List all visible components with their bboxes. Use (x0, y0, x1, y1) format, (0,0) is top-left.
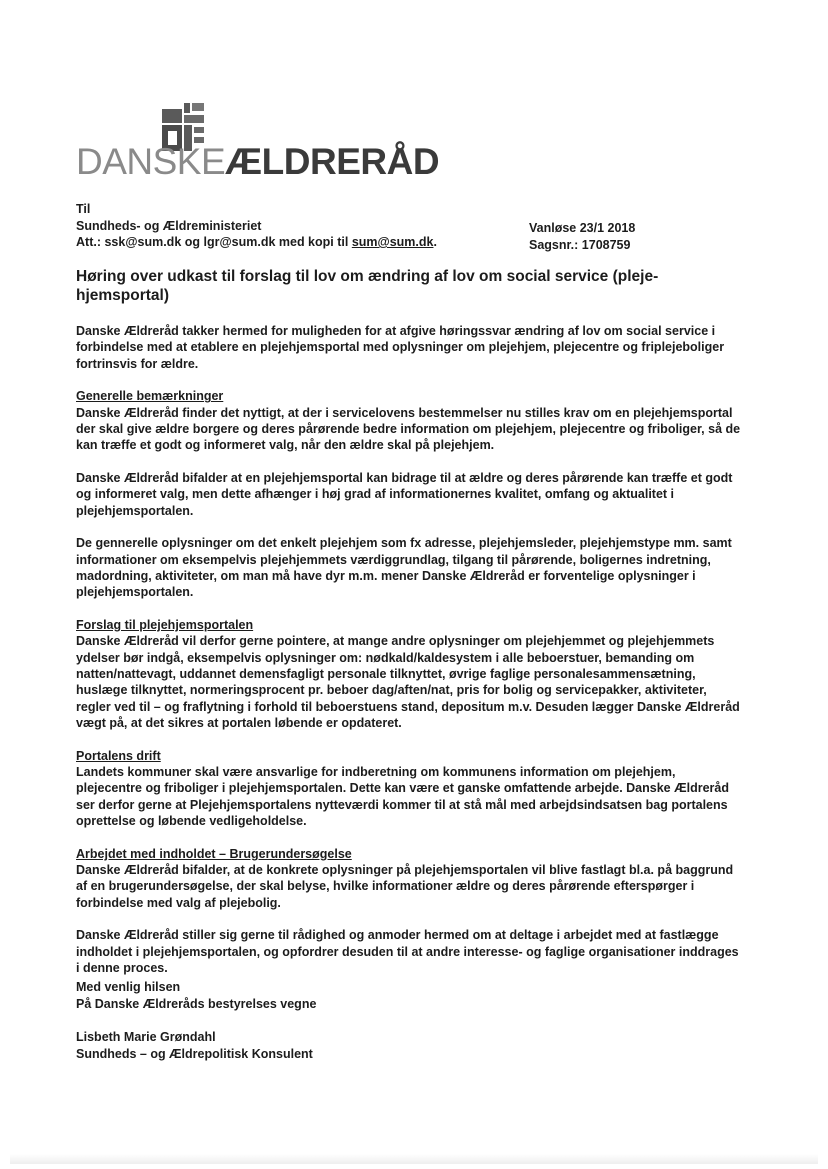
letter-body (76, 323, 744, 993)
organisation-logo-wordmark (76, 142, 439, 182)
recipient-block (76, 201, 437, 251)
section-heading-proposal: Forslag til plejehjemsportalen (76, 618, 254, 633)
attention-prefix: Att.: ssk@sum.dk og lgr@sum.dk med kopi til (76, 235, 352, 249)
section-paragraph: Danske Ældreråd bifalder, at de konkrete oplysninger på plejehjemsportalen vil blive fastlagt bl.a. på baggrund af en brugerundersøgelse, der skal belyse, hvilke informationer ældre og deres pårørende efterspørger i forbindelse med valg af plejebolig. (76, 863, 734, 910)
section-paragraph: Danske Ældreråd stiller sig gerne til rådighed og anmoder hermed om at deltage i arbejdet med at fastlægge indholdet i plejehjemsportalen, og opfordrer desuden til at andre interesse- og faglige organisationer inddrages i denne proces. (76, 928, 739, 975)
signatory-role: Sundheds – og Ældrepolitisk Konsulent (76, 1046, 313, 1061)
attention-line (76, 234, 437, 251)
section-heading-operation: Portalens drift (76, 748, 161, 763)
section-paragraph: Danske Ældreråd finder det nyttigt, at der i servicelovens bestemmelser nu stilles krav om en plejehjemsportal der skal give ældre borgere og deres pårørende bedre information om plejehjem, plejecentre og friboliger, så de kan træffe et godt og informeret valg, når den ældre skal på plejehjem. (76, 405, 741, 453)
logo-text-bold: ÆLDRERÅD (225, 141, 440, 182)
letter-title: Høring over udkast til forslag til lov om ændring af lov om social service (pleje-hjemsportal) (76, 268, 659, 304)
section-heading-content-work: Arbejdet med indholdet – Brugerundersøgelse (76, 846, 352, 861)
scan-edge-shadow (10, 1154, 818, 1164)
section-paragraph: Danske Ældreråd bifalder at en plejehjemsportal kan bidrage til at ældre og deres pårørende kan træffe et godt og informeret valg, men dette afhænger i høj grad af informationernes kvalitet, omfang og aktualitet i plejehjemsportalen. (76, 471, 733, 518)
letter-meta (529, 220, 635, 253)
case-number: Sagsnr.: 1708759 (529, 237, 631, 252)
signature-block (76, 979, 316, 1062)
section-paragraph: Landets kommuner skal være ansvarlige for indberetning om kommunens information om plejehjem, plejecentre og friboliger i plejehjemsportalen. Dette kan være et ganske omfattende arbejde. Danske Ældreråd ser derfor gerne at Plejehjemsportalens nytteværdi kommer til at stå mål med arbejdsindsatsen bag portalens oprettelse og løbende vedligeholdelse. (76, 765, 729, 828)
intro-paragraph: Danske Ældreråd takker hermed for muligheden for at afgive høringssvar ændring af lov om social service i forbindelse med at etablere en plejehjemsportal med oplysninger om plejehjem, plejecentre og friplejeboliger fortrinsvis for ældre. (76, 324, 725, 371)
attention-suffix: . (433, 235, 437, 249)
section-paragraph: Danske Ældreråd vil derfor gerne pointere, at mange andre oplysninger om plejehjemmet og plejehjemmets ydelser bør indgå, eksempelvis oplysninger om: nødkald/kaldesystem i alle beboerstuer, bemanding om natten/nattevagt, uddannet demensfagligt personale tilknyttet, øvrige faglige personalesammensætning, huslæge tilknyttet, normeringsprocent pr. beboer dag/aften/nat, pris for bolig og servicepakker, aktiviteter, regler ved til – og fraflytning i forhold til beboerstuens stand, depositum m.v. Desuden lægger Danske Ældreråd vægt på, at det sikres at portalen løbende er opdateret. (76, 634, 740, 730)
logo-text-light: DANSKE (76, 141, 226, 182)
spacer (76, 1012, 316, 1029)
place-date: Vanløse 23/1 2018 (529, 221, 636, 235)
copy-email-link[interactable]: sum@sum.dk (351, 235, 434, 249)
closing-on-behalf: På Danske Ældreråds bestyrelses vegne (76, 996, 317, 1011)
section-heading-general: Generelle bemærkninger (76, 389, 224, 404)
section-paragraph: De gennerelle oplysninger om det enkelt plejehjem som fx adresse, plejehjemsleder, plejehjemstype mm. samt informationer om eksempelvis plejehjemmets værdiggrundlag, tilgang til pårørende, boligernes indretning, madordning, aktiviteter, om man må have dyr m.m. mener Danske Ældreråd er forventelige oplysninger i plejehjemsportalen. (76, 536, 732, 600)
closing-greeting: Med venlig hilsen (76, 980, 181, 994)
signatory-name: Lisbeth Marie Grøndahl (76, 1030, 216, 1044)
to-label: Til (76, 202, 91, 216)
ministry-name: Sundheds- og Ældreministeriet (76, 218, 262, 233)
